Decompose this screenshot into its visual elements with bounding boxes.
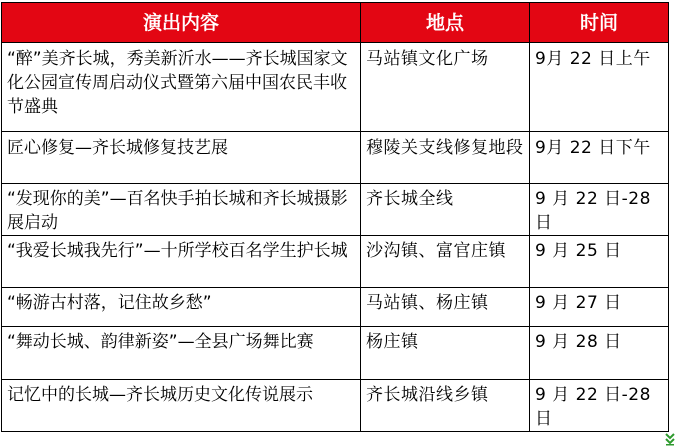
cell-content: 匠心修复—齐长城修复技艺展 [2,132,361,184]
cell-location: 穆陵关支线修复地段 [361,132,530,184]
cell-time: 9 月 22 日-28 日 [530,380,669,432]
cell-content: “醉”美齐长城，秀美新沂水——齐长城国家文化公园宣传周启动仪式暨第六届中国农民丰收节盛典 [2,43,361,132]
cell-time: 9 月 25 日 [530,236,669,288]
cell-time: 9 月 28 日 [530,327,669,380]
table-row [2,236,669,288]
cell-content: “发现你的美”—百名快手拍长城和齐长城摄影展启动 [2,184,361,236]
cell-time: 9月 22 日上午 [530,43,669,132]
cell-location: 齐长城全线 [361,184,530,236]
table-row [2,43,669,132]
header-time: 时间 [530,3,669,43]
table-header-row [2,3,669,43]
expand-down-icon[interactable] [665,433,675,446]
cell-content: 记忆中的长城—齐长城历史文化传说展示 [2,380,361,432]
cell-content: “舞动长城、韵律新姿”—全县广场舞比赛 [2,327,361,380]
cell-location: 马站镇、杨庄镇 [361,288,530,327]
table-row [2,288,669,327]
table-row [2,184,669,236]
cell-content: “畅游古村落，记住故乡愁” [2,288,361,327]
header-location: 地点 [361,3,530,43]
cell-location: 齐长城沿线乡镇 [361,380,530,432]
cell-time: 9月 22 日下午 [530,132,669,184]
cell-location: 杨庄镇 [361,327,530,380]
table-row [2,380,669,432]
event-schedule-table [1,2,669,432]
cell-content: “我爱长城我先行”—十所学校百名学生护长城 [2,236,361,288]
cell-time: 9 月 22 日-28 日 [530,184,669,236]
cell-location: 马站镇文化广场 [361,43,530,132]
table-row [2,132,669,184]
cell-time: 9 月 27 日 [530,288,669,327]
table-row [2,327,669,380]
cell-location: 沙沟镇、富官庄镇 [361,236,530,288]
header-content: 演出内容 [2,3,361,43]
